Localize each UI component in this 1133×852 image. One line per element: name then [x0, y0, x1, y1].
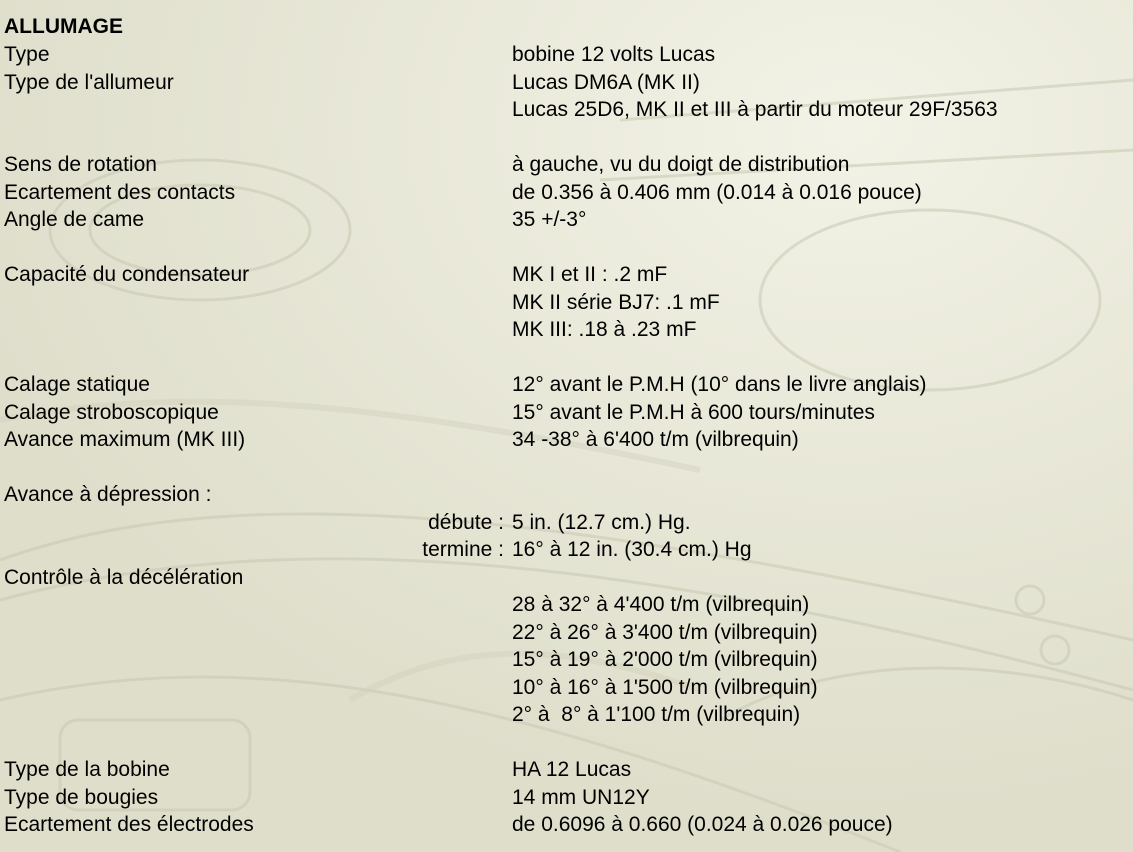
spec-value: 35 +/-3° [512, 208, 587, 231]
spec-row-vacuum-end [4, 536, 1124, 564]
spec-value: MK I et II : .2 mF [512, 263, 668, 286]
spec-label: Ecartement des électrodes [4, 813, 254, 836]
spec-value: à gauche, vu du doigt de distribution [512, 153, 850, 176]
spec-label: Angle de came [4, 208, 145, 231]
spec-label: Type de la bobine [4, 758, 170, 781]
spec-row-dwell-angle [4, 206, 1124, 234]
spec-value: 5 in. (12.7 cm.) Hg. [512, 511, 691, 534]
spec-row-distributor-type [4, 69, 1124, 97]
spec-value: 15° à 19° à 2'000 t/m (vilbrequin) [512, 648, 818, 671]
spec-row-max-advance [4, 426, 1124, 454]
spec-value: 12° avant le P.M.H (10° dans le livre anglais) [512, 373, 927, 396]
spec-row-type [4, 41, 1124, 69]
spec-row-decel-4400 [4, 591, 1124, 619]
spec-value: 2° à 8° à 1'100 t/m (vilbrequin) [512, 703, 801, 726]
spec-label: Sens de rotation [4, 153, 157, 176]
spec-row-rotation [4, 151, 1124, 179]
spec-label: Capacité du condensateur [4, 263, 250, 286]
spec-value: MK III: .18 à .23 mF [512, 318, 697, 341]
spec-sublabel: débute : [428, 511, 504, 534]
spec-value: 14 mm UN12Y [512, 786, 650, 809]
spec-row-static-timing [4, 371, 1124, 399]
spec-label: Calage statique [4, 373, 150, 396]
spec-value: 28 à 32° à 4'400 t/m (vilbrequin) [512, 593, 810, 616]
spec-row-condenser-mk3 [4, 316, 1124, 344]
spec-label: Type de bougies [4, 786, 159, 809]
spec-value: Lucas DM6A (MK II) [512, 71, 700, 94]
spec-row-vacuum-advance [4, 481, 1124, 509]
spec-label: Contrôle à la décélération [4, 566, 244, 589]
spec-row-coil-type [4, 756, 1124, 784]
spec-row-decel-1100 [4, 701, 1124, 729]
spec-value: HA 12 Lucas [512, 758, 632, 781]
spec-sublabel: termine : [422, 538, 504, 561]
section-title: ALLUMAGE [4, 15, 123, 38]
spec-row-condenser-bj7 [4, 289, 1124, 317]
spec-row-spark-plug-type [4, 784, 1124, 812]
spec-row-condenser [4, 261, 1124, 289]
spec-value: Lucas 25D6, MK II et III à partir du moteur 29F/3563 [512, 98, 998, 121]
spec-value: 34 -38° à 6'400 t/m (vilbrequin) [512, 428, 799, 451]
spec-value: 22° à 26° à 3'400 t/m (vilbrequin) [512, 621, 818, 644]
spec-row-contact-gap [4, 179, 1124, 207]
spec-label: Calage stroboscopique [4, 401, 219, 424]
spec-value: 16° à 12 in. (30.4 cm.) Hg [512, 538, 752, 561]
spec-label: Type de l'allumeur [4, 71, 174, 94]
spec-row-deceleration-control [4, 564, 1124, 592]
spec-row-distributor-type-alt [4, 96, 1124, 124]
spec-label: Avance maximum (MK III) [4, 428, 246, 451]
spec-value: 10° à 16° à 1'500 t/m (vilbrequin) [512, 676, 818, 699]
spec-row-decel-2000 [4, 646, 1124, 674]
spec-row-decel-3400 [4, 619, 1124, 647]
spec-row-decel-1500 [4, 674, 1124, 702]
spec-row-strobe-timing [4, 399, 1124, 427]
spec-label: Type [4, 43, 50, 66]
spec-label: Avance à dépression : [4, 483, 212, 506]
spec-value: bobine 12 volts Lucas [512, 43, 716, 66]
spec-row-electrode-gap [4, 811, 1124, 839]
spec-value: 15° avant le P.M.H à 600 tours/minutes [512, 401, 875, 424]
spec-value: de 0.6096 à 0.660 (0.024 à 0.026 pouce) [512, 813, 893, 836]
spec-row-vacuum-start [4, 509, 1124, 537]
spec-label: Ecartement des contacts [4, 181, 236, 204]
spec-value: de 0.356 à 0.406 mm (0.014 à 0.016 pouce) [512, 181, 922, 204]
spec-value: MK II série BJ7: .1 mF [512, 291, 720, 314]
